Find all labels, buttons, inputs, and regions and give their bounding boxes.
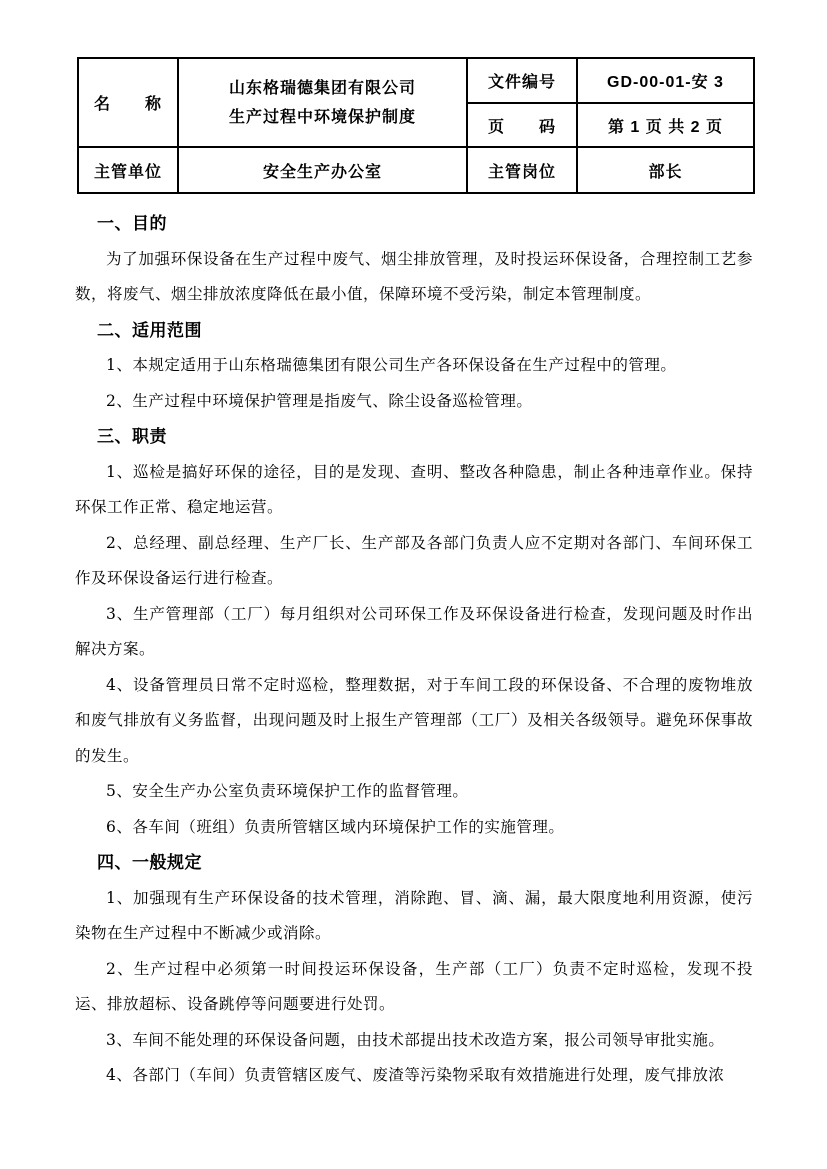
dept-value: 安全生产办公室 xyxy=(178,147,467,193)
paragraph-rules-3: 3、车间不能处理的环保设备问题，由技术部提出技术改造方案，报公司领导审批实施。 xyxy=(106,1030,725,1049)
paragraph-duties-6: 6、各车间（班组）负责所管辖区域内环境保护工作的实施管理。 xyxy=(106,817,565,836)
doc-no-value: GD-00-01-安 3 xyxy=(577,58,754,103)
page-no-value: 第 1 页 共 2 页 xyxy=(577,103,754,147)
post-value: 部长 xyxy=(577,147,754,193)
doc-no-label: 文件编号 xyxy=(467,58,577,103)
section-heading-scope: 二、适用范围 xyxy=(97,320,202,340)
paragraph-duties-4: 4、设备管理员日常不定时巡检，整理数据，对于车间工段的环保设备、不合理的废物堆放和废气排放有义务监督，出现问题及时上报生产管理部（工厂）及相关各级领导。避免环保事故的发生。 xyxy=(75,675,753,765)
paragraph-scope-1: 1、本规定适用于山东格瑞德集团有限公司生产各环保设备在生产过程中的管理。 xyxy=(106,356,677,374)
company-name: 山东格瑞德集团有限公司 xyxy=(228,79,416,97)
name-label-cell: 名 称 xyxy=(78,58,178,147)
page-no-label: 页 码 xyxy=(467,103,577,147)
document-title: 生产过程中环境保护制度 xyxy=(228,108,416,126)
name-value-cell xyxy=(178,58,467,147)
dept-label: 主管单位 xyxy=(78,147,178,193)
section-heading-purpose: 一、目的 xyxy=(97,214,167,233)
paragraph-rules-4: 4、各部门（车间）负责管辖区废气、废渣等污染物采取有效措施进行处理，废气排放浓 xyxy=(106,1066,725,1084)
paragraph-rules-2: 2、生产过程中必须第一时间投运环保设备，生产部（工厂）负责不定时巡检，发现不投运、排放超标、设备跳停等问题要进行处罚。 xyxy=(75,959,753,1013)
paragraph-duties-2: 2、总经理、副总经理、生产厂长、生产部及各部门负责人应不定期对各部门、车间环保工作及环保设备运行进行检查。 xyxy=(75,533,753,587)
paragraph-duties-5: 5、安全生产办公室负责环境保护工作的监督管理。 xyxy=(106,782,469,800)
document-header-table xyxy=(77,57,755,194)
document-body xyxy=(75,206,753,1094)
section-heading-duties: 三、职责 xyxy=(97,427,167,446)
paragraph-duties-3: 3、生产管理部（工厂）每月组织对公司环保工作及环保设备进行检查，发现问题及时作出解决方案。 xyxy=(75,604,753,658)
section-heading-general-rules: 四、一般规定 xyxy=(97,853,202,872)
paragraph-rules-1: 1、加强现有生产环保设备的技术管理，消除跑、冒、滴、漏，最大限度地利用资源，使污染物在生产过程中不断减少或消除。 xyxy=(75,888,753,942)
paragraph-purpose-1: 为了加强环保设备在生产过程中废气、烟尘排放管理，及时投运环保设备，合理控制工艺参数，将废气、烟尘排放浓度降低在最小值，保障环境不受污染，制定本管理制度。 xyxy=(75,249,753,303)
paragraph-duties-1: 1、巡检是搞好环保的途径，目的是发现、查明、整改各种隐患，制止各种违章作业。保持环保工作正常、稳定地运营。 xyxy=(75,462,753,516)
post-label: 主管岗位 xyxy=(467,147,577,193)
paragraph-scope-2: 2、生产过程中环境保护管理是指废气、除尘设备巡检管理。 xyxy=(106,391,533,410)
